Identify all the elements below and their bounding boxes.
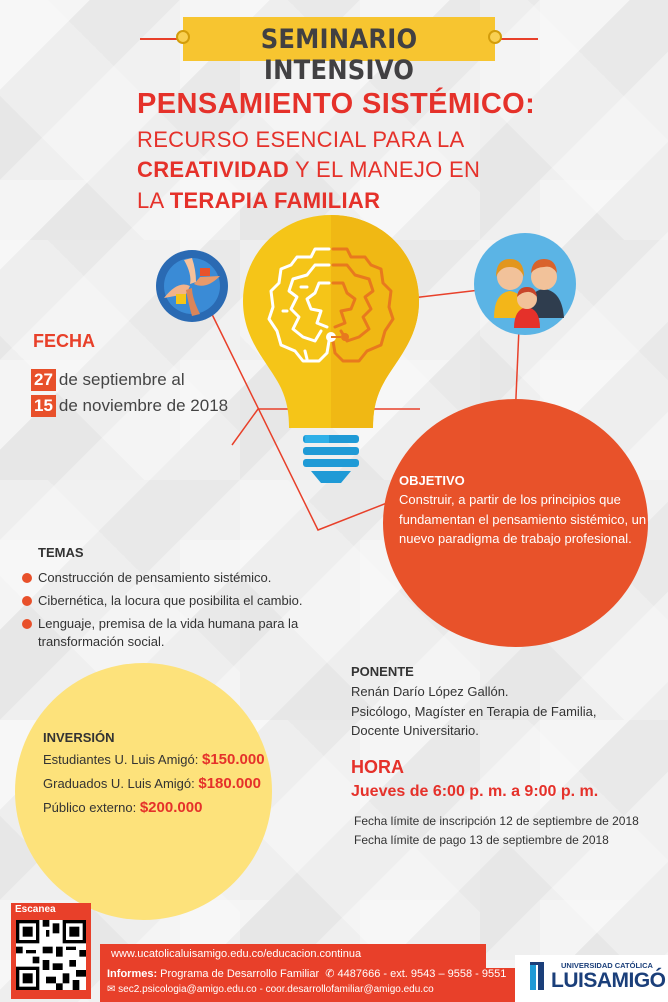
banner-right-line (498, 38, 538, 40)
seminar-banner (183, 17, 495, 86)
price-value: $150.000 (201, 751, 265, 768)
price-value: $180.000 (198, 775, 261, 792)
info-text: Programa de Desarrollo Familiar (157, 968, 320, 980)
temas-heading: TEMAS (38, 545, 84, 560)
bullet-icon (22, 596, 32, 606)
website-link[interactable]: www.ucatolicaluisamigo.edu.co/educacion.continua (111, 948, 362, 960)
main-title: PENSAMIENTO SISTÉMICO: (137, 88, 536, 120)
subtitle-line-1: RECURSO ESENCIAL PARA LA (137, 127, 465, 152)
tema-text: Cibernética, la locura que posibilita el cambio. (38, 593, 303, 608)
tema-text: Construcción de pensamiento sistémico. (38, 570, 272, 585)
list-item (22, 569, 308, 587)
inversion-heading: INVERSIÓN (43, 730, 115, 745)
hora-heading: HORA (351, 757, 404, 777)
price-row (43, 751, 265, 768)
subtitle-line-3 (137, 188, 380, 214)
price-label: Graduados U. Luis Amigó: (43, 776, 199, 791)
end-day: 15 (31, 395, 56, 417)
ponente-heading: PONENTE (351, 664, 414, 679)
banner-title: SEMINARIO INTENSIVO (260, 24, 418, 86)
contact-emails (107, 984, 434, 995)
subtitle-rest: Y EL MANEJO EN (289, 157, 481, 182)
end-date (31, 395, 228, 417)
hora-value: Jueves de 6:00 p. m. a 9:00 p. m. (351, 783, 599, 800)
price-row (43, 775, 261, 792)
info-label: Informes: (107, 968, 158, 980)
scan-label: Escanea (11, 903, 91, 917)
ponente-details (351, 682, 596, 741)
price-row (43, 799, 202, 816)
logo-subtitle: UNIVERSIDAD CATÓLICA (561, 961, 653, 970)
university-logo-icon (530, 962, 550, 992)
start-date (31, 369, 185, 391)
end-date-text: de noviembre de 2018 (58, 396, 229, 415)
logo-name: LUISAMIGÓ (551, 969, 666, 992)
tema-text: Lenguaje, premisa de la vida humana para la transformación social. (38, 616, 299, 649)
mail-icon: ✉ (107, 984, 119, 995)
list-item (22, 615, 308, 651)
list-item (22, 592, 308, 610)
ponente-title: Psicólogo, Magíster en Terapia de Familia, (351, 703, 597, 719)
banner-left-line (140, 38, 180, 40)
email-addresses[interactable]: sec2.psicologia@amigo.edu.co - coor.desarrollofamiliar@amigo.edu.co (118, 984, 434, 995)
phone-icon: ✆ (322, 968, 335, 980)
qr-code-icon[interactable] (16, 920, 86, 990)
objetivo-text: Construir, a partir de los principios que fundamentan el pensamiento sistémico, un nuevo paradigma de trabajo profesional. (399, 492, 647, 546)
bullet-icon (22, 619, 32, 629)
phone-numbers: 4487666 - ext. 9543 – 9558 - 9551 (337, 968, 507, 980)
subtitle-line-2 (137, 157, 480, 183)
lightbulb-brain-icon (241, 213, 421, 488)
fecha-heading: FECHA (33, 331, 95, 351)
hands-icon (156, 250, 228, 322)
bullet-icon (22, 573, 32, 583)
subtitle-bold-terapia: TERAPIA FAMILIAR (169, 188, 381, 213)
start-date-text: de septiembre al (58, 370, 185, 389)
price-label: Público externo: (43, 800, 140, 815)
subtitle-prefix: LA (137, 188, 170, 213)
start-day: 27 (31, 369, 56, 391)
ponente-name: Renán Darío López Gallón. (351, 684, 509, 699)
deadline-payment: Fecha límite de pago 13 de septiembre de 2018 (354, 833, 609, 847)
deadline-inscription: Fecha límite de inscripción 12 de septiembre de 2018 (354, 814, 639, 828)
price-value: $200.000 (139, 799, 203, 816)
price-label: Estudiantes U. Luis Amigó: (43, 752, 202, 767)
family-icon (474, 233, 576, 335)
contact-info (107, 967, 506, 980)
ponente-role: Docente Universitario. (351, 723, 479, 738)
objetivo-heading: OBJETIVO (399, 473, 465, 488)
subtitle-bold-creatividad: CREATIVIDAD (137, 157, 290, 182)
